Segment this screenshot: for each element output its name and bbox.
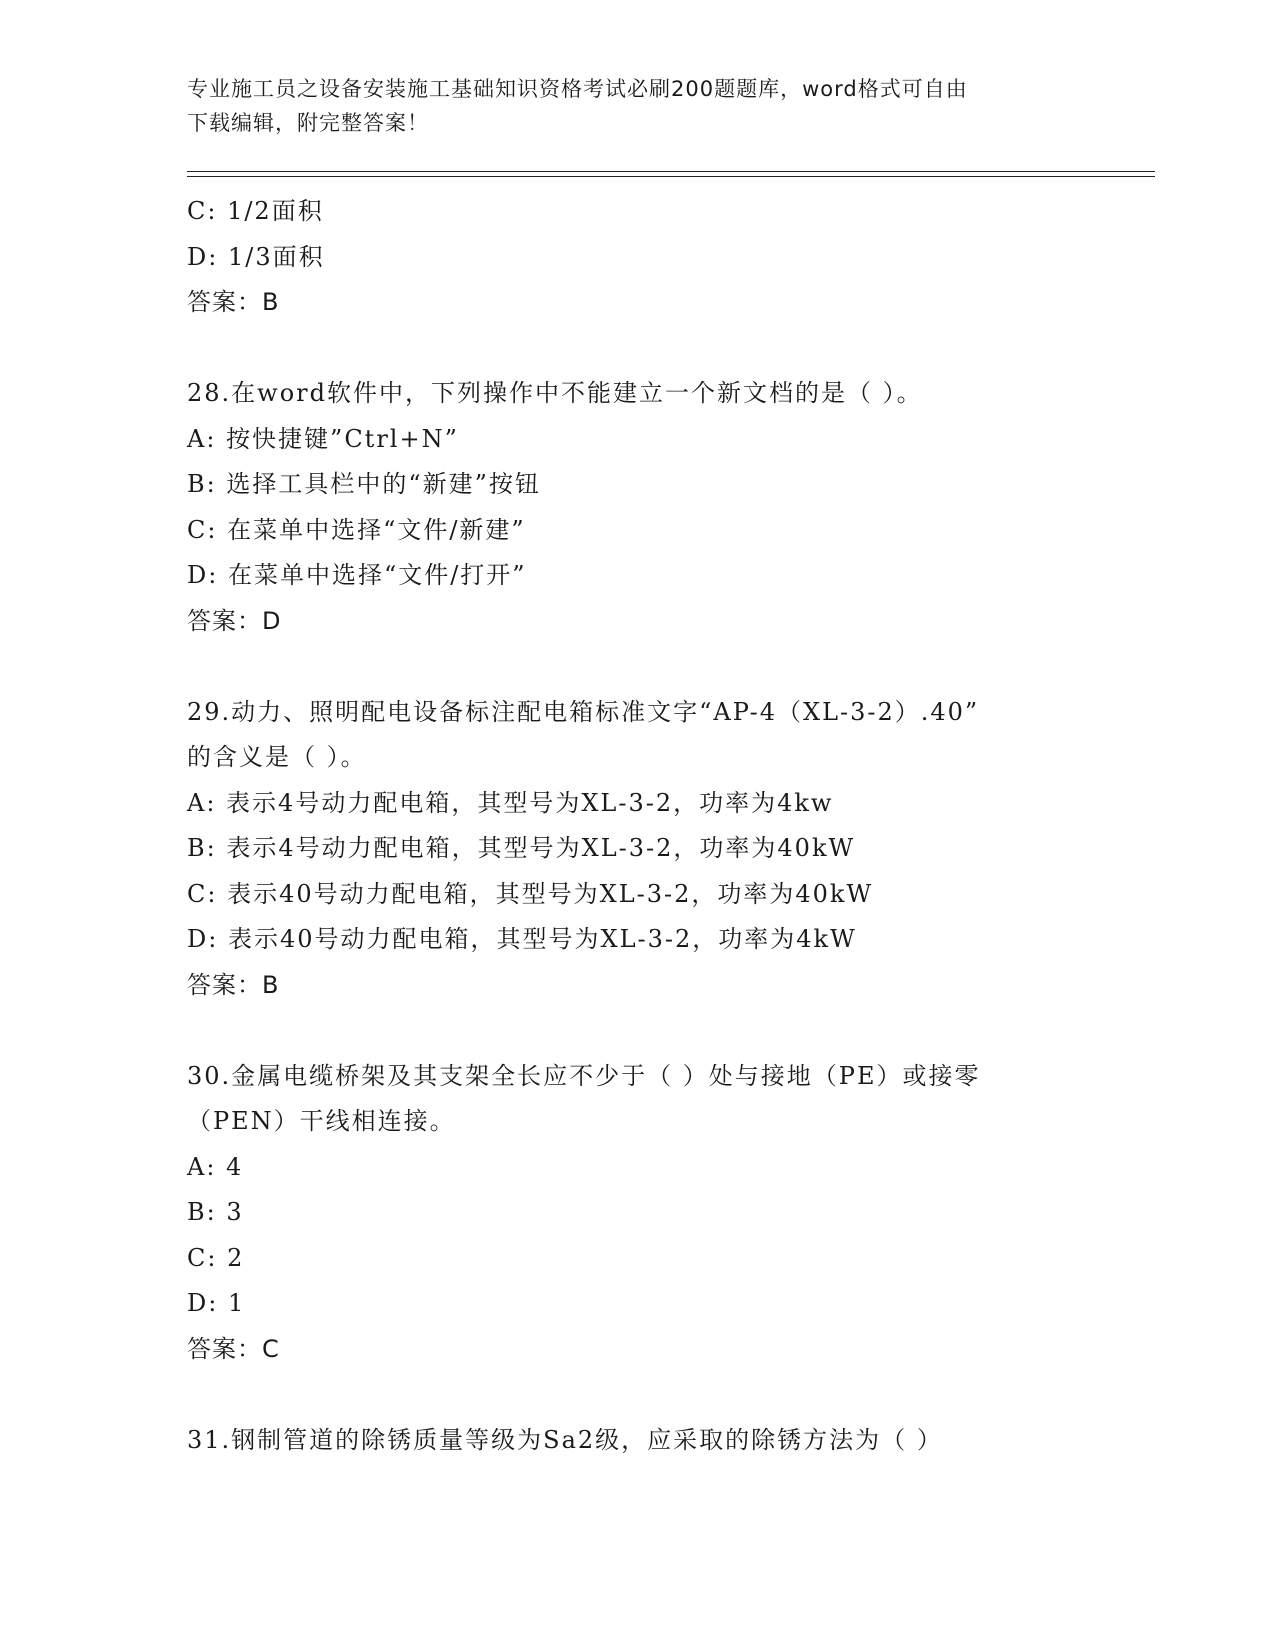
- option-b: B: 选择工具栏中的“新建”按钮: [187, 470, 541, 498]
- header-title-line1: 专业施工员之设备安装施工基础知识资格考试必刷200题题库，word格式可自由: [187, 77, 968, 101]
- option-d: D: 在菜单中选择“文件/打开”: [187, 561, 527, 589]
- option-a: A: 4: [187, 1152, 244, 1181]
- header-rule-bottom: [187, 176, 1155, 177]
- spacer: [187, 644, 1117, 690]
- option-a: A: 表示4号动力配电箱，其型号为XL-3-2，功率为4kw: [187, 788, 834, 817]
- page-header: [187, 72, 1077, 140]
- spacer: [187, 1008, 1117, 1054]
- option-c: C: 1/2面积: [187, 197, 324, 225]
- question-stem: 31.钢制管道的除锈质量等级为Sa2级，应采取的除锈方法为（ ）: [187, 1425, 943, 1454]
- question-30: [187, 1054, 1117, 1373]
- option-b: B: 表示4号动力配电箱，其型号为XL-3-2，功率为40kW: [187, 834, 856, 862]
- answer: 答案：D: [187, 606, 282, 635]
- option-c: C: 在菜单中选择“文件/新建”: [187, 515, 526, 544]
- option-c: C: 表示40号动力配电箱，其型号为XL-3-2，功率为40kW: [187, 879, 874, 908]
- option-a: A: 按快捷键”Ctrl+N”: [187, 424, 459, 453]
- option-b: B: 3: [187, 1198, 244, 1226]
- question-29: [187, 690, 1117, 1009]
- answer: 答案：B: [187, 288, 280, 316]
- answer: 答案：C: [187, 1334, 280, 1363]
- option-d: D: 1/3面积: [187, 242, 325, 271]
- question-content: [187, 189, 1117, 1463]
- question-31: [187, 1418, 1117, 1464]
- question-28: [187, 371, 1117, 644]
- question-stem-line1: 29.动力、照明配电设备标注配电箱标准文字“AP-4（XL-3-2）.40”: [187, 697, 980, 726]
- spacer: [187, 326, 1117, 372]
- question-stem: 28.在word软件中，下列操作中不能建立一个新文档的是（ ）。: [187, 379, 923, 407]
- option-c: C: 2: [187, 1243, 245, 1272]
- header-rule-top: [187, 171, 1155, 172]
- option-d: D: 1: [187, 1289, 246, 1317]
- answer: 答案：B: [187, 970, 280, 999]
- header-title-line2: 下载编辑，附完整答案！: [187, 111, 429, 135]
- question-stem-line2: 的含义是（ ）。: [187, 743, 367, 771]
- option-d: D: 表示40号动力配电箱，其型号为XL-3-2，功率为4kW: [187, 925, 857, 953]
- question-27-tail: [187, 189, 1117, 326]
- spacer: [187, 1372, 1117, 1418]
- question-stem-line2: （PEN）干线相连接。: [187, 1107, 456, 1135]
- question-stem-line1: 30.金属电缆桥架及其支架全长应不少于（ ）处与接地（PE）或接零: [187, 1061, 981, 1090]
